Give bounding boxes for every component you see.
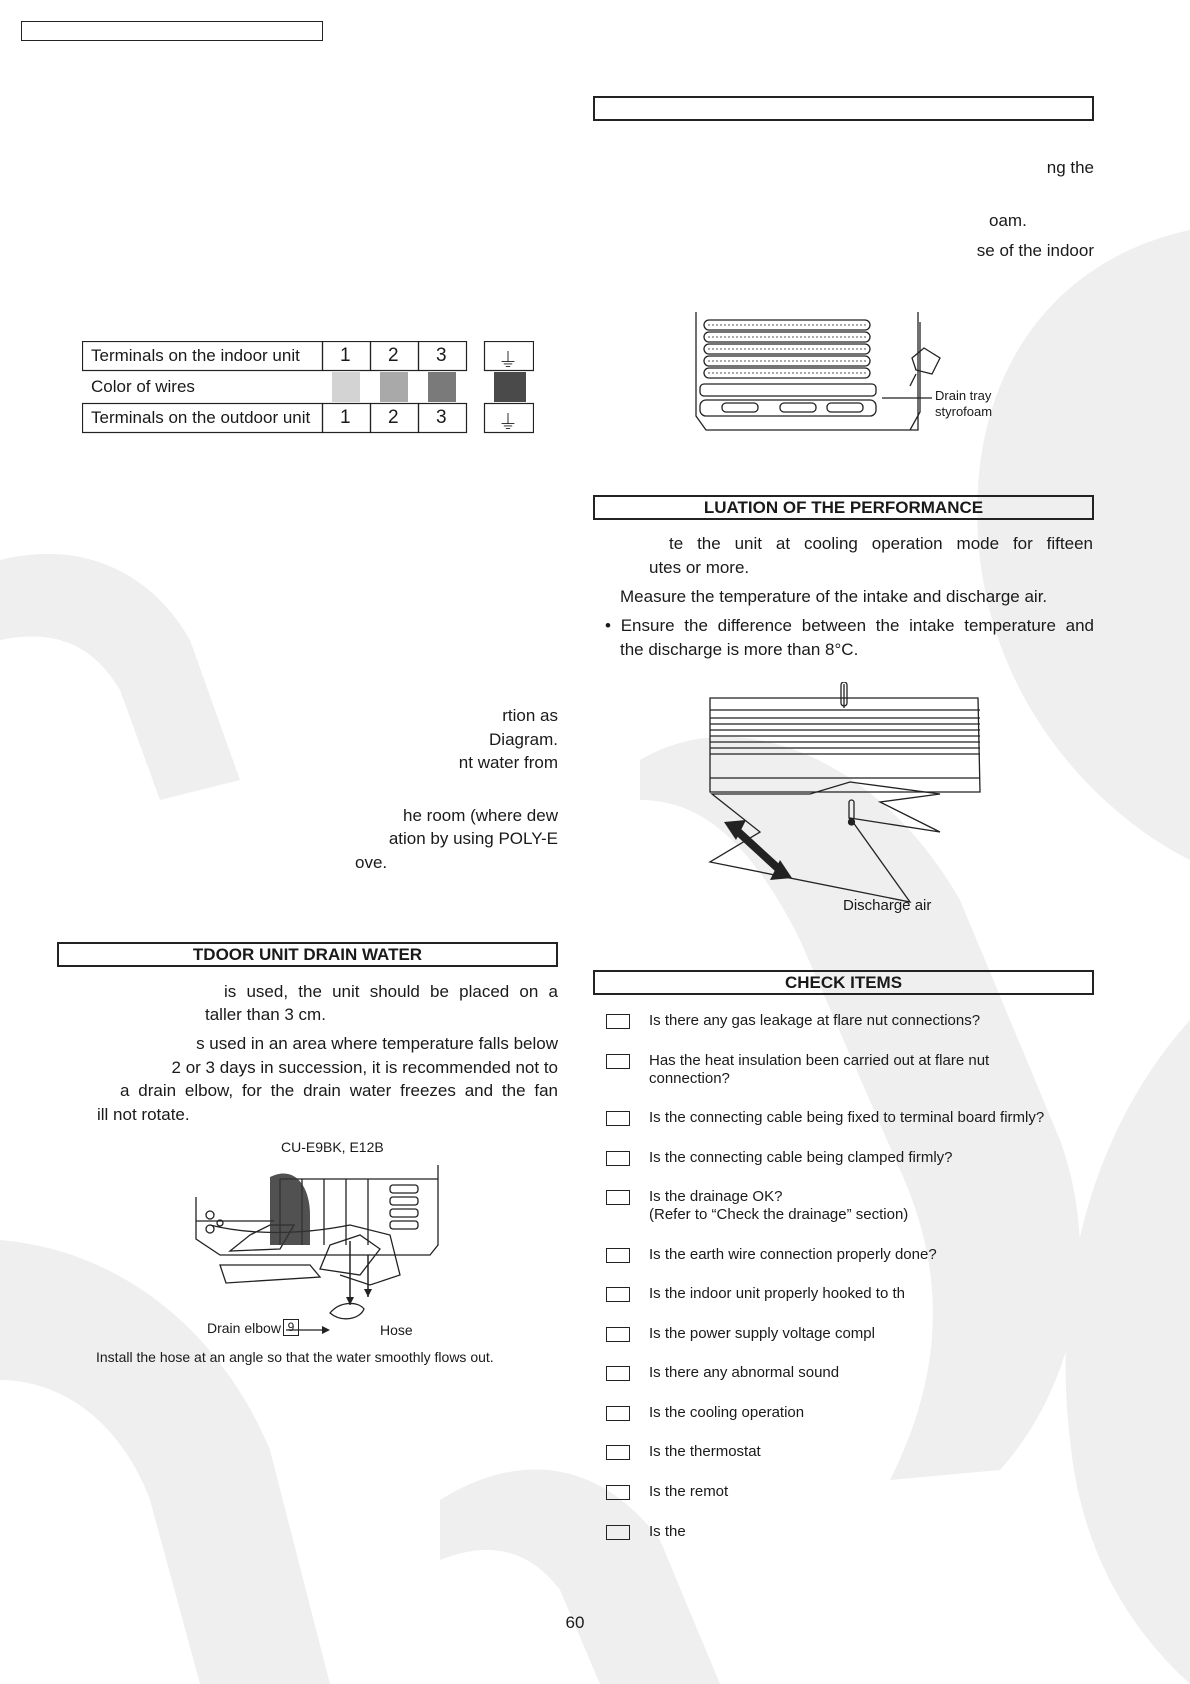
drain-tray-figure (692, 312, 1002, 436)
check-item-checkbox[interactable] (606, 1406, 630, 1421)
check-item-label: Is the remot (649, 1483, 729, 1500)
evaluation-line-3: Measure the temperature of the intake and discharge air. (620, 587, 1048, 606)
left-middle-line-4: he room (where dew (403, 806, 558, 825)
check-item-label (649, 1188, 1089, 1224)
top-right-line-2: oam. (989, 211, 1027, 230)
check-item-checkbox[interactable] (606, 1111, 630, 1126)
outdoor-drain-line-5: a drain elbow, for the drain water freezes and the fan (120, 1081, 558, 1100)
evaluation-line-1: te the unit at cooling operation mode for fifteen (669, 534, 1093, 553)
left-middle-line-2: Diagram. (489, 730, 558, 749)
check-item-label: Is the indoor unit properly hooked to th (649, 1285, 905, 1302)
outdoor-drain-header: TDOOR UNIT DRAIN WATER (57, 942, 558, 967)
check-item-label: Is the connecting cable being clamped firmly? (649, 1149, 953, 1166)
check-item-label (649, 1052, 1089, 1088)
outdoor-drain-caption: Install the hose at an angle so that the water smoothly flows out. (96, 1349, 494, 1365)
row2-label: Color of wires (91, 377, 195, 396)
outdoor-drain-figure (190, 1165, 450, 1340)
check-item-label: Is the connecting cable being fixed to terminal board firmly? (649, 1109, 1045, 1126)
check-item-checkbox[interactable] (606, 1190, 630, 1205)
page-number: 60 (565, 1613, 585, 1632)
evaluation-header: LUATION OF THE PERFORMANCE (593, 495, 1094, 520)
check-item-label: Is there any abnormal sound (649, 1364, 840, 1381)
check-item-checkbox[interactable] (606, 1014, 630, 1029)
outdoor-unit-base-icon (190, 1165, 450, 1340)
check-item-label-line1: Has the heat insulation been carried out at flare nut (649, 1052, 990, 1069)
check-item-label-line2: (Refer to “Check the drainage” section) (649, 1206, 909, 1223)
outdoor-earth-icon: ⏚ (498, 412, 518, 434)
outdoor-terminal-3: 3 (436, 407, 447, 428)
wire-color-table (82, 341, 534, 440)
check-item-label-line2: connection? (649, 1070, 730, 1087)
indoor-terminal-3: 3 (436, 345, 447, 366)
check-item-checkbox[interactable] (606, 1445, 630, 1460)
discharge-air-figure (700, 682, 990, 922)
outdoor-drain-line-1: is used, the unit should be placed on a (224, 982, 558, 1001)
evaluation-line-2: utes or more. (649, 558, 750, 577)
check-item-checkbox[interactable] (606, 1366, 630, 1381)
top-right-line-3: se of the indoor (976, 241, 1094, 260)
discharge-air-icon (700, 682, 990, 922)
outdoor-drain-line-3: s used in an area where temperature falls below (196, 1034, 558, 1053)
drain-tray-label-1: Drain tray (935, 388, 992, 403)
outdoor-drain-line-6: ill not rotate. (97, 1105, 190, 1124)
check-item-label-line1: Is the drainage OK? (649, 1188, 783, 1205)
row3-label: Terminals on the outdoor unit (91, 408, 311, 427)
drain-tray-label-2: styrofoam (935, 404, 993, 419)
check-item-checkbox[interactable] (606, 1327, 630, 1342)
check-item-label: Is the power supply voltage compl (649, 1325, 875, 1342)
drain-elbow-label: Drain elbow (207, 1320, 281, 1336)
check-item-label: Is the (649, 1523, 686, 1540)
drainage-header-box (593, 96, 1094, 121)
outdoor-terminal-2: 2 (388, 407, 399, 428)
check-items-header: CHECK ITEMS (593, 970, 1094, 995)
check-item-label: Is there any gas leakage at flare nut connections? (649, 1012, 981, 1029)
left-middle-line-6: ove. (355, 853, 388, 872)
check-item-checkbox[interactable] (606, 1287, 630, 1302)
discharge-air-label: Discharge air (843, 897, 932, 914)
outdoor-terminal-1: 1 (340, 407, 351, 428)
indoor-terminal-1: 1 (340, 345, 351, 366)
row1-label: Terminals on the indoor unit (91, 346, 300, 365)
drain-elbow-number: 9 (283, 1319, 299, 1336)
indoor-earth-icon: ⏚ (498, 350, 518, 372)
left-middle-line-3: nt water from (458, 753, 558, 772)
check-item-checkbox[interactable] (606, 1248, 630, 1263)
check-item-checkbox[interactable] (606, 1054, 630, 1069)
check-item-checkbox[interactable] (606, 1525, 630, 1540)
check-item-label: Is the thermostat (649, 1443, 761, 1460)
left-middle-line-1: rtion as (502, 706, 558, 725)
outdoor-drain-line-4: 2 or 3 days in succession, it is recommended not to (171, 1058, 558, 1077)
hose-label: Hose (380, 1322, 413, 1338)
check-item-label: Is the earth wire connection properly done? (649, 1246, 937, 1263)
model-label: CU-E9BK, E12B (281, 1139, 384, 1155)
indoor-terminal-2: 2 (388, 345, 399, 366)
evaluation-line-4: • Ensure the difference between the intake temperature and (605, 616, 1094, 635)
check-item-label: Is the cooling operation (649, 1404, 805, 1421)
evaluation-line-5: the discharge is more than 8°C. (620, 640, 859, 659)
check-item-checkbox[interactable] (606, 1151, 630, 1166)
top-right-line-1: ng the (1046, 158, 1094, 177)
left-middle-line-5: ation by using POLY-E (388, 829, 558, 848)
outdoor-drain-line-2: taller than 3 cm. (205, 1005, 326, 1024)
top-left-header-box (21, 21, 323, 41)
check-item-checkbox[interactable] (606, 1485, 630, 1500)
